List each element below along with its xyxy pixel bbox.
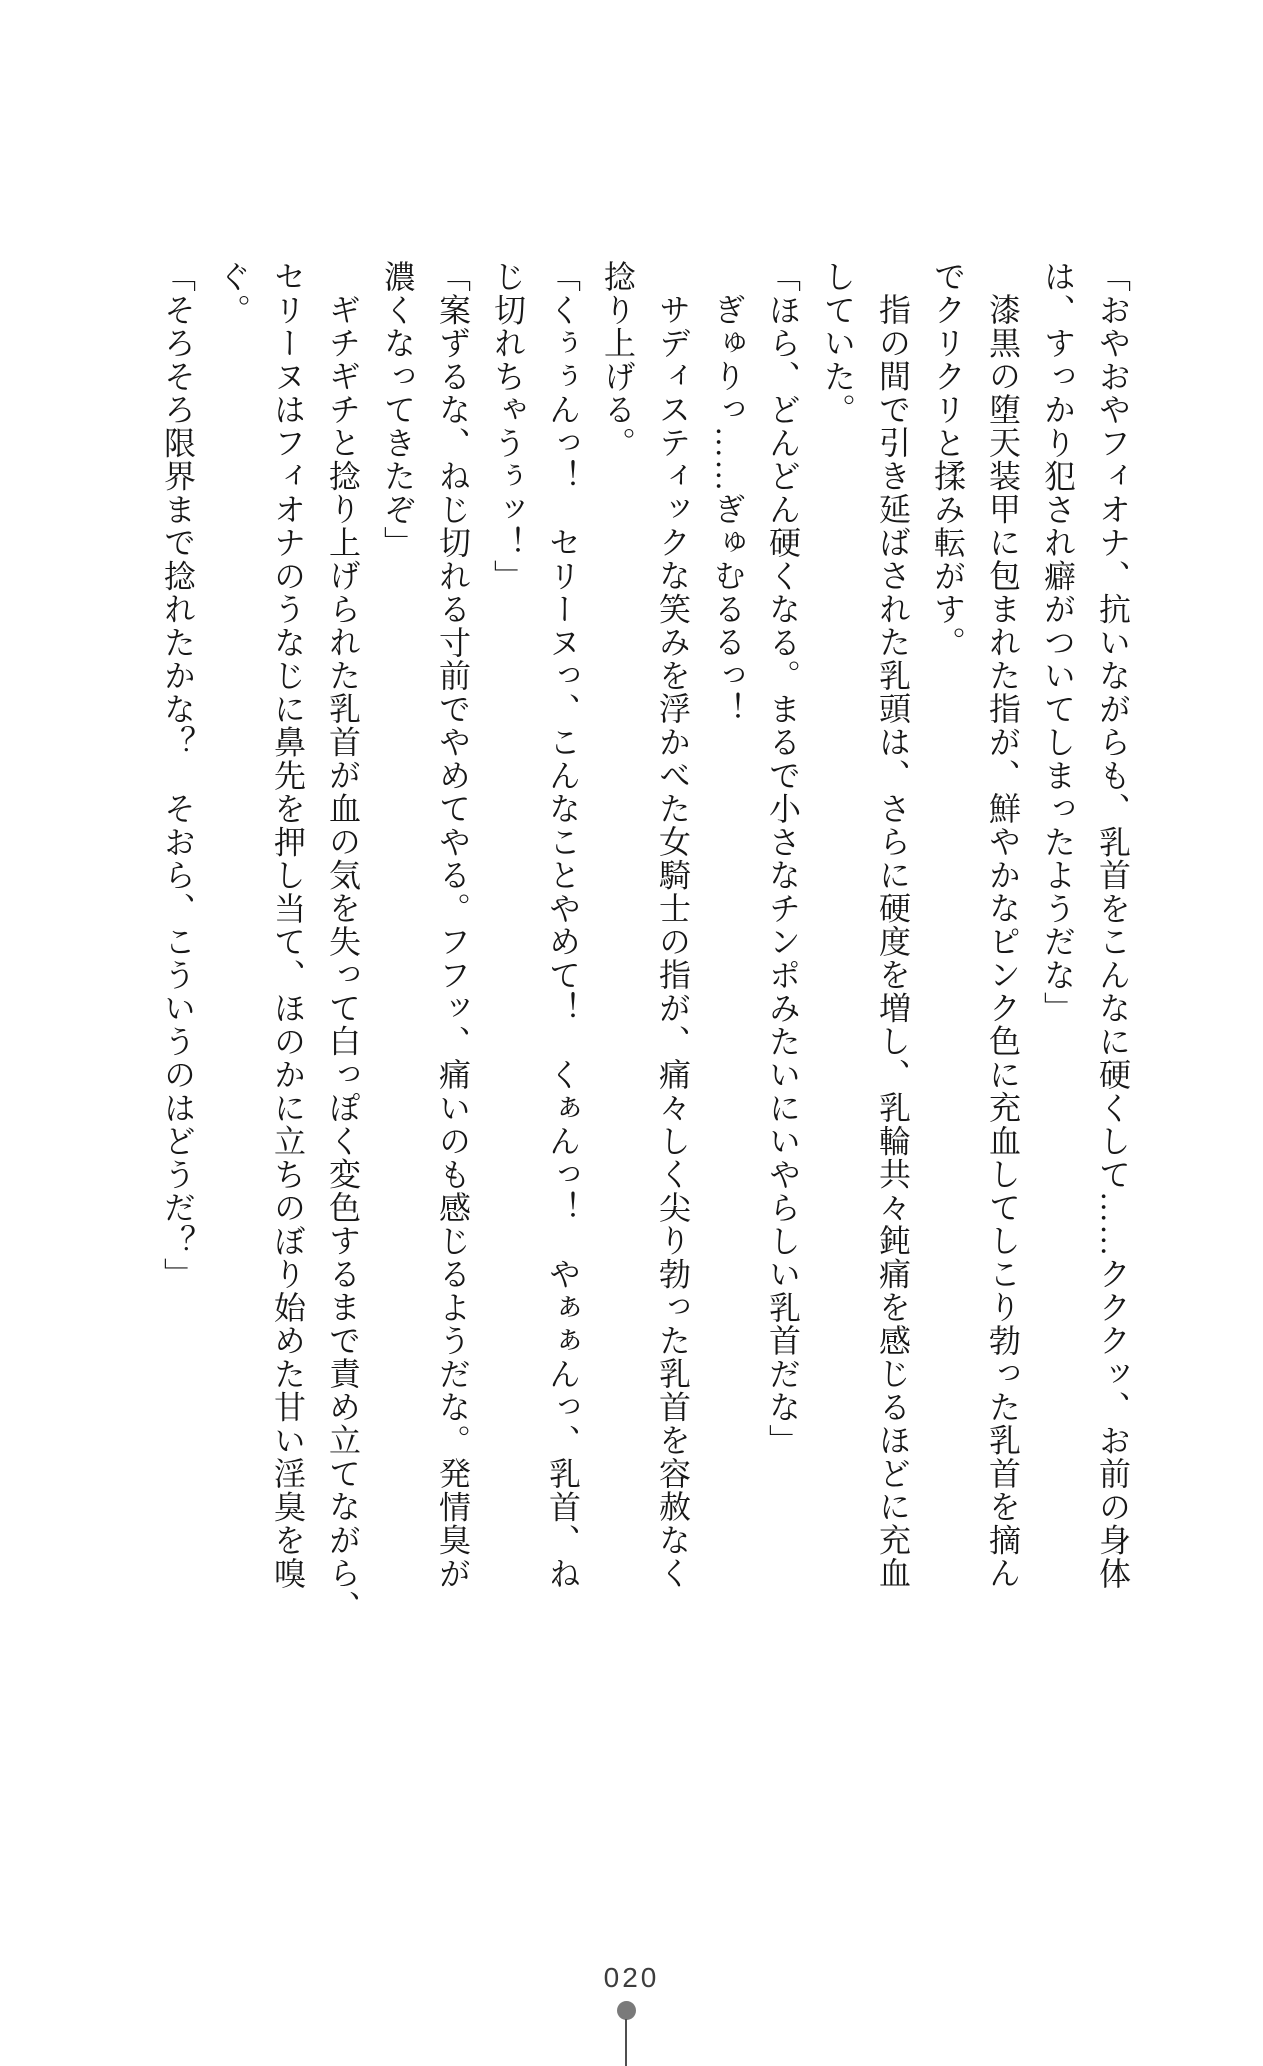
- text-column: は、すっかり犯され癖がついてしまったようだな」: [1040, 260, 1076, 1025]
- text-column: ぎゅりっ……ぎゅむるるっ！: [710, 293, 746, 726]
- text-column: セリーヌはフィオナのうなじに鼻先を押し当て、ほのかに立ちのぼり始めた甘い淫臭を嗅: [270, 260, 306, 1590]
- text-column: 指の間で引き延ばされた乳頭は、さらに硬度を増し、乳輪共々鈍痛を感じるほどに充血: [875, 293, 911, 1590]
- footer-line-ornament: [625, 2019, 627, 2066]
- text-column: じ切れちゃうぅッ！」: [490, 260, 526, 593]
- text-column: 「案ずるな、ねじ切れる寸前でやめてやる。フフッ、痛いのも感じるようだな。発情臭が: [435, 260, 471, 1590]
- text-column: 「そろそろ限界まで捻れたかな？ そおら、こういうのはどうだ？」: [160, 260, 196, 1291]
- text-column: 捻り上げる。: [600, 260, 636, 460]
- text-column: でクリクリと揉み転がす。: [930, 260, 966, 659]
- footer-dot-ornament: [617, 2001, 636, 2020]
- text-column: 「くぅぅんっ！ セリーヌっ、こんなことやめて！ くぁんっ！ やぁぁんっ、乳首、ね: [545, 260, 581, 1590]
- text-column: していた。: [820, 260, 856, 427]
- text-column: ぐ。: [215, 260, 251, 327]
- vertical-text-block: [150, 260, 1140, 1630]
- text-column: 「おやおやフィオナ、抗いながらも、乳首をこんなに硬くして……クククッ、お前の身体: [1095, 260, 1131, 1590]
- text-column: 濃くなってきたぞ」: [380, 260, 416, 560]
- page-number: 020: [603, 1962, 660, 1993]
- text-column: サディスティックな笑みを浮かべた女騎士の指が、痛々しく尖り勃った乳首を容赦なく: [655, 293, 691, 1590]
- text-column: 「ほら、どんどん硬くなる。まるで小さなチンポみたいにいやらしい乳首だな」: [765, 260, 801, 1457]
- text-column: 漆黒の堕天装甲に包まれた指が、鮮やかなピンク色に充血してしこり勃った乳首を摘ん: [985, 293, 1021, 1590]
- text-column: ギチギチと捻り上げられた乳首が血の気を失って白っぽく変色するまで責め立てながら、: [325, 293, 361, 1624]
